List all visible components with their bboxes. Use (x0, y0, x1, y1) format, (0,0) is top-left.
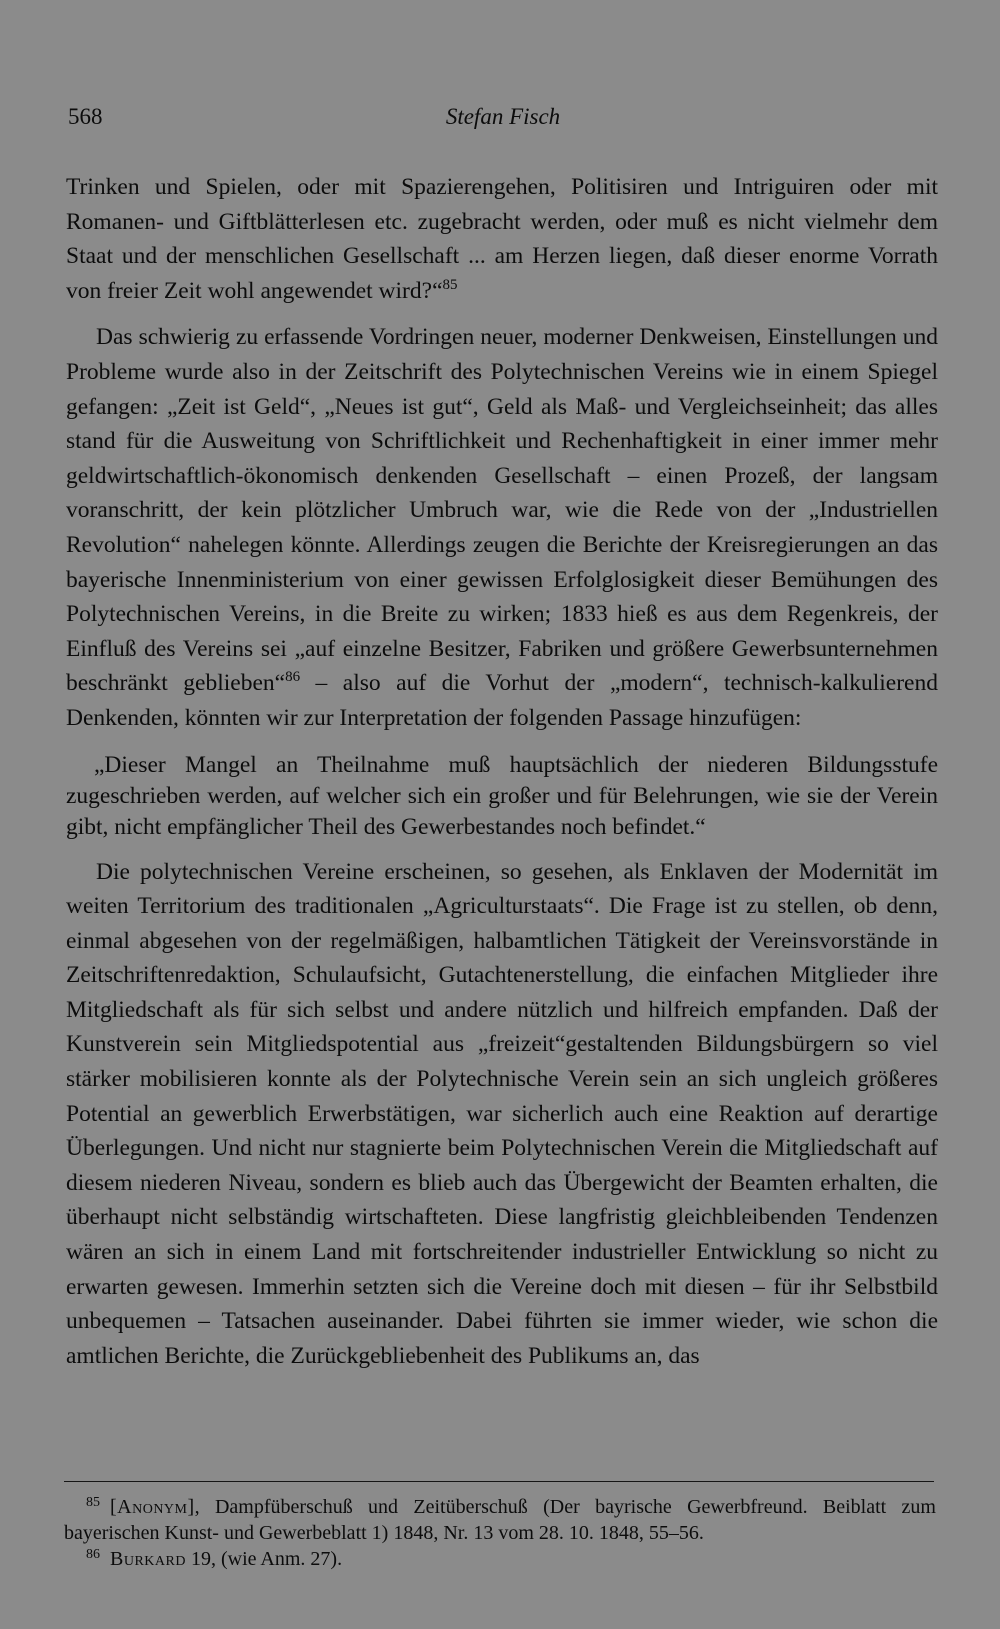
footnote-number: 86 (86, 1547, 100, 1562)
footnote-number: 85 (86, 1495, 100, 1510)
page-number: 568 (68, 104, 103, 129)
running-header (68, 104, 938, 134)
footnote-ref-86: 86 (285, 669, 301, 686)
footnote-author: Burkard (110, 1548, 186, 1570)
running-head-author: Stefan Fisch (445, 104, 561, 129)
footnote-author: [Anonym] (110, 1496, 195, 1518)
block-quote: „Dieser Mangel an Theilnahme muß hauptsächlich der niederen Bildungsstufe zugeschrieben werden, auf welcher sich ein großer und für Belehrungen, wie sie der Verein gibt, nicht empfänglicher Theil des Gewerbestandes noch befindet.“ (66, 751, 938, 840)
paragraph-text: Das schwierig zu erfassende Vordringen neuer, moderner Denkweisen, Einstellungen und Probleme wurde also in der Zeitschrift des Polytechnischen Vereins wie in einem Spiegel gefangen: „Zeit ist Geld“, „Neues ist gut“, Geld als Maß- und Vergleichseinheit; das alles stand für die Ausweitung von Schriftlichkeit und Rechenhaftigkeit in einer immer mehr geldwirtschaftlich-ökonomisch denkenden Gesellschaft – einen Prozeß, der langsam voranschritt, der kein plötzlicher Umbruch war, wie die Rede von der „Industriellen Revolution“ nahelegen könnte. Allerdings zeugen die Berichte der Kreisregierungen an das bayerische Innenministerium von einer gewissen Erfolglosigkeit dieser Bemühungen des Polytechnischen Vereins, in die Breite zu wirken; 1833 hieß es aus dem Regenkreis, der Einfluß des Vereins sei „auf einzelne Besitzer, Fabriken und größere Gewerbsunternehmen beschränkt geblieben“ (66, 324, 938, 697)
paragraph-enclaves-modernity: Die polytechnischen Vereine erscheinen, so gesehen, als Enklaven der Modernität im weiten Territorium des traditionalen „Agriculturstaats“. Die Frage ist zu stellen, ob denn, einmal abgesehen von der regelmäßigen, halbamtlichen Tätigkeit der Vereinsvorstände in Zeitschriftenredaktion, Schulaufsicht, Gutachtenerstellung, die einfachen Mitglieder ihre Mitgliedschaft als für sich selbst und andere nützlich und hilfreich empfanden. Daß der Kunstverein sein Mitgliedspotential aus „freizeit“gestaltenden Bildungsbürgern so viel stärker mobilisieren konnte als der Polytechnische Verein sein an sich ungleich größeres Potential an gewerblich Erwerbstätigen, war sicherlich auch eine Reaktion auf derartige Überlegungen. Und nicht nur stagnierte beim Polytechnischen Verein die Mitgliedschaft auf diesem niederen Niveau, sondern es blieb auch das Übergewicht der Beamten erhalten, die überhaupt nicht selbständig wirtschafteten. Diese langfristig gleichbleibenden Tendenzen wären an sich in einem Land mit fortschreitender industrieller Entwicklung so nicht zu erwarten gewesen. Immerhin setzten sich die Vereine doch mit diesen – für ihr Selbstbild unbequemen – Tatsachen auseinander. Dabei führten sie immer wieder, wie schon die amtlichen Berichte, die Zurückgebliebenheit des Publikums an, das (66, 858, 938, 1369)
footnote-text: 19, (wie Anm. 27). (185, 1548, 343, 1570)
footnote-text: , Dampfüberschuß und Zeitüberschuß (Der bayrische Gewerbfreund. Beiblatt zum bayerischen Kunst- und Gewerbeblatt 1) 1848, Nr. 13 vom 28. 10. 1848, 55–56. (64, 1496, 936, 1544)
paragraph-polytechnic-association (66, 320, 938, 735)
footnote-86 (64, 1546, 936, 1572)
footnote-85 (64, 1494, 936, 1546)
paragraph-text: Trinken und Spielen, oder mit Spazierengehen, Politisiren und Intriguiren oder mit Romanen- und Giftblätterlesen etc. zugebracht werden, oder muß es nicht vielmehr dem Staat und der menschlichen Gesellschaft ... am Herzen liegen, daß dieser enorme Vorrath von freier Zeit wohl angewendet wird?“ (66, 174, 938, 304)
paragraph-quote-continuation (66, 170, 938, 308)
footnote-divider (64, 1481, 934, 1482)
paragraph-text: – also auf die Vorhut der „modern“, technisch-kalkulierend Denkenden, könnten wir zur Interpretation der folgenden Passage hinzufügen: (66, 670, 938, 731)
main-text (66, 170, 938, 1373)
footnotes (64, 1494, 936, 1572)
footnote-ref-85: 85 (442, 276, 458, 293)
